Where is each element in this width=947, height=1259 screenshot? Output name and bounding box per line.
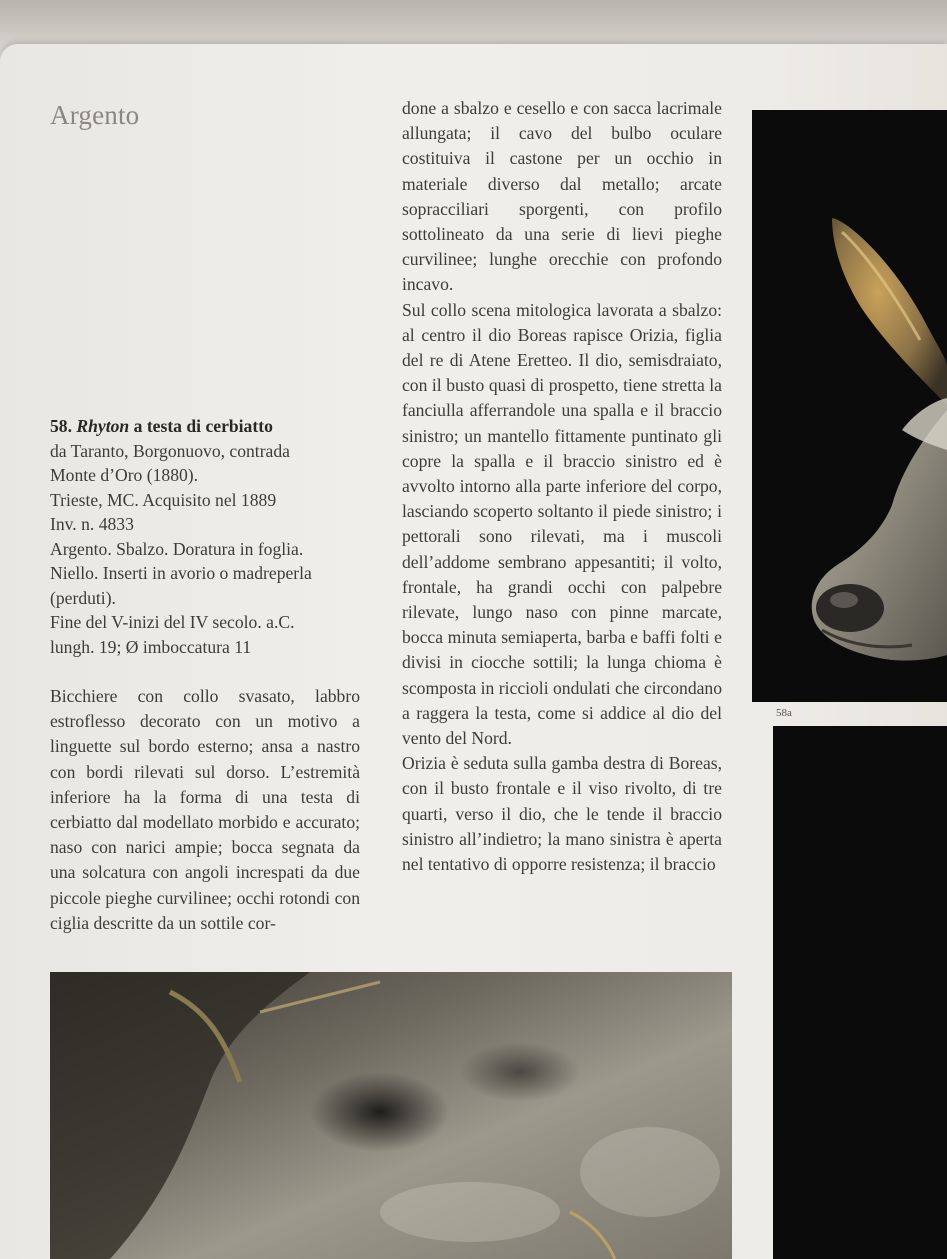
catalog-line: lungh. 19; Ø imboccatura 11 <box>50 636 252 657</box>
catalog-heading <box>50 414 380 439</box>
description-paragraph: done a sbalzo e cesello e con sacca lacrimale allungata; il cavo del bulbo oculare costituiva il castone per un occhio in materiale diverso dal metallo; arcate sopracciliari sporgenti, con profilo sottolineato da una serie di lievi pieghe curvilinee; lunghe orecchie con profondo incavo. <box>402 98 722 295</box>
catalog-title-rest: a testa di cerbiatto <box>129 416 273 436</box>
catalog-line: Monte d’Oro (1880). <box>50 465 199 485</box>
photo-58a <box>752 110 947 702</box>
catalog-entry <box>50 414 380 659</box>
photo-58b <box>773 726 947 1259</box>
description-paragraph: Bicchiere con collo svasato, labbro estroflesso decorato con un motivo a linguette sul bordo esterno; ansa a nastro con bordi rilevati sul dorso. L’estremità inferiore ha la forma di una testa di cerbiatto dal modellato morbido e accurato; naso con narici ampie; bocca segnata da una solcatura con angoli increspati da due piccole pieghe curvilinee; occhi rotondi con ciglia descritte da un sottile cor- <box>50 686 360 933</box>
silver-surface-illustration <box>50 972 732 1259</box>
catalog-title-italic: Rhyton <box>76 416 130 436</box>
description-column-2 <box>402 96 722 877</box>
catalog-line: Argento. Sbalzo. Doratura in foglia. <box>50 538 304 559</box>
description-paragraph: Orizia è seduta sulla gamba destra di Boreas, con il busto frontale e il viso rivolto, di tre quarti, verso il dio, che le tende il braccio sinistro all’indietro; la mano sinistra è aperta nel tentativo di opporre resistenza; il braccio <box>402 753 722 875</box>
catalog-line: da Taranto, Borgonuovo, contrada <box>50 440 290 461</box>
photo-detail-closeup <box>50 972 732 1259</box>
description-column-1 <box>50 684 360 936</box>
description-paragraph: Sul collo scena mitologica lavorata a sbalzo: al centro il dio Boreas rapisce Orizia, figlia del re di Atene Eretteo. Il dio, semisdraiato, con il busto quasi di prospetto, tiene stretta la fanciulla afferrandole una spalla e il braccio sinistro; un mantello fittamente puntinato gli copre la spalla e il braccio sinistro ed è avvolto intorno alla parte inferiore del corpo, lasciando scoperto soltanto il piede sinistro; i pettorali sono rilevati, ma i muscoli dell’addome sembrano appesantiti; il volto, frontale, ha grandi occhi con palpebre rilevate, lungo naso con pinne marcate, bocca minuta semiaperta, barba e baffi folti e divisi in ciocche sottili; la lunga chioma è scomposta in riccioli ondulati che circondano a raggera la testa, come si addice al dio del vento del Nord. <box>402 299 723 749</box>
catalog-line: Niello. Inserti in avorio o madreperla <box>50 563 312 583</box>
catalog-line: Fine del V-inizi del IV secolo. a.C. <box>50 612 295 632</box>
section-title: Argento <box>50 100 140 130</box>
catalog-line: Trieste, MC. Acquisito nel 1889 <box>50 489 277 510</box>
catalog-line: Inv. n. 4833 <box>50 514 134 534</box>
catalog-number: 58. <box>50 416 72 436</box>
deer-head-illustration <box>752 110 947 702</box>
photo-caption: 58a <box>776 707 792 719</box>
catalog-line: (perduti). <box>50 587 116 608</box>
